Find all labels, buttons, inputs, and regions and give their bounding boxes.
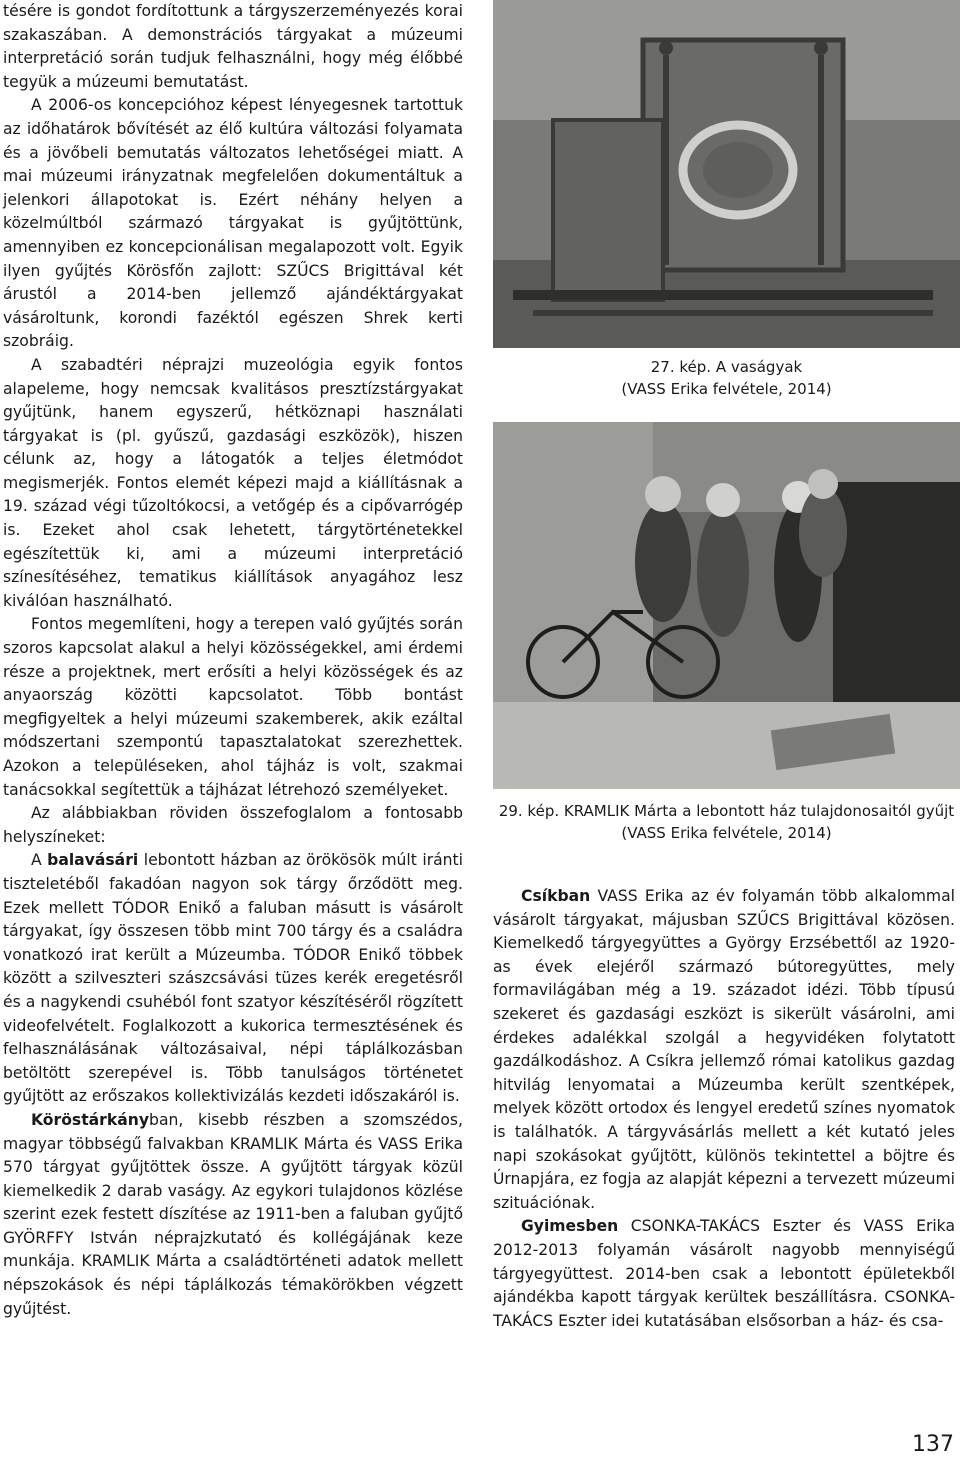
caption-credit: (VASS Erika felvétele, 2014) <box>621 824 832 842</box>
paragraph-text: CSONKA-TAKÁCS Eszter és VASS Erika 2012-2013 folyamán vásárolt nagyobb mennyiségű tárgyegyüttest. 2014-ben csak a lebontott épületekből ajándékba kapott tárgyak kerültek beszállításra. CSONKA-TAKÁCS Eszter idei kutatásában elsősorban a ház- és csa- <box>493 1217 955 1330</box>
paragraph: A 2006-os koncepcióhoz képest lényegesnek tartottuk az időhatárok bővítését az élő kultúra változási folyamata és a jövőbeli bemutatás változatos lehetőségei miatt. A mai múzeumi irányzatnak megfelelően dokumentáltuk a jelenkori állapotokat is. Ezért néhány helyen a közelmúltból származó tárgyakat is gyűjtöttünk, amennyiben ez koncepcionálisan megalapozott volt. Egyik ilyen gyűjtés Körösfőn zajlott: SZŰCS Brigittával két árustól a 2014-ben jellemző ajándéktárgyakat vásároltunk, korondi fazéktól egészen Shrek kerti szobráig. <box>3 96 463 351</box>
caption-title: 27. kép. A vaságyak <box>650 358 803 376</box>
place-name: Köröstárkány <box>31 1110 150 1129</box>
paragraph: Az alábbiakban röviden összefoglalom a fontosabb helyszíneket: <box>3 804 463 846</box>
right-column <box>493 885 955 1333</box>
figure-caption <box>493 356 960 400</box>
page-number: 137 <box>912 1432 954 1457</box>
photo-iron-beds <box>493 0 960 348</box>
paragraph: tésére is gondot fordítottunk a tárgyszerzeményezés korai szakaszában. A demonstrációs tárgyakat a múzeumi interpretáció során tudjuk felhasználni, hogy még élőbbé tegyük a múzeumi bemutatást. <box>3 2 463 91</box>
paragraph-text: A <box>31 851 48 870</box>
paragraph <box>493 1215 955 1333</box>
paragraph <box>493 885 955 1215</box>
caption-title: 29. kép. KRAMLIK Márta a lebontott ház tulajdonosaitól gyűjt <box>498 802 955 820</box>
caption-credit: (VASS Erika felvétele, 2014) <box>621 380 832 398</box>
paragraph: Fontos megemlíteni, hogy a terepen való gyűjtés során szoros kapcsolat alakul a helyi közösségekkel, ami érdemi része a projektnek, mert erősíti a helyi közösségek és az anyaország közötti kapcsolatot. Több bontást megfigyeltek a helyi múzeumi szakemberek, akik ezáltal módszertani szempontú tapasztalatokat szerezhettek. Azokon a településeken, ahol tájház is volt, szakmai tanácsokkal segítettük a tájházat létrehozó személyeket. <box>3 615 463 799</box>
paragraph-text: VASS Erika az év folyamán több alkalommal vásárolt tárgyakat, májusban SZŰCS Brigittával közösen. Kiemelkedő tárgyegyüttes a György Erzsébettől az 1920-as évek elejéről származó bútoregyüttes, mely formavilágában még a 19. századot idézi. Több típusú szekeret és gazdasági eszközt is sikerült vásárolni, ami érdekes adalékkal szolgál a hegyvidéken folytatott gazdálkodáshoz. A Csíkra jellemző római katolikus gazdag hitvilág lenyomatai a Múzeumba került szentképek, melyek között ortodox és lengyel eredetű színes nyomatok is találhatók. A tárgyvásárlás mellett a két kutató jeles napi szokásokat gyűjtött, különös tekintettel a böjtre és Úrnapjára, ez fogja az alapját képezni a tervezett múzeumi szituációnak. <box>493 887 955 1212</box>
paragraph-text: ban, kisebb részben a szomszédos, magyar többségű falvakban KRAMLIK Márta és VASS Erika 570 tárgyat gyűjtöttek össze. A gyűjtött tárgyak közül kiemelkedik 2 darab vaságy. Az egykori tulajdonos közlése szerint ezek festett díszítése az 1911-ben a faluban gyűjtő GYÖRFFY István néprajzkutató és kollégájának keze munkája. KRAMLIK Márta a családtörténeti adatok mellett népszokások és népi táplálkozás témakörökben végzett gyűjtést. <box>3 1110 463 1318</box>
left-column <box>3 0 463 1321</box>
paragraph <box>3 849 463 1109</box>
place-name: Gyimesben <box>521 1217 619 1236</box>
paragraph-text: lebontott házban az örökösök múlt iránti tiszteletéből fakadóan nagyon sok tárgy őrződött meg. Ezek mellett TÓDOR Enikő a faluban másutt is vásárolt tárgyakat, így összesen több mint 700 tárgy és a családra vonatkozó irat került a Múzeumba. TÓDOR Enikő többek között a szilveszteri szászcsávási tüzes kerék eregetésről és a nagykendi csuhéból font szatyor készítéséről rögzített videofelvételt. Foglalkozott a kukorica termesztésének és felhasználásának változásaival, népi táplálkozásban betöltött szerepével is. Több tanulságos történetet gyűjtött az erőszakos kollektivizálás kezdeti időszakáról is. <box>3 851 463 1106</box>
place-name: Csíkban <box>521 887 591 905</box>
paragraph <box>3 1109 463 1321</box>
paragraph: A szabadtéri néprajzi muzeológia egyik fontos alapeleme, hogy nemcsak kvalitásos presztízstárgyakat gyűjtünk, hanem egyszerű, hétköznapi használati tárgyakat is (pl. gyűszű, gazdasági eszközök), hiszen célunk az, hogy a látogatók a teljes életmódot megismerjék. Fontos elemét képezi majd a kiállításnak a 19. század végi tűzoltókocsi, a vetőgép és a cipővarrógép is. Ezeket ahol csak lehetett, tárgytörténetekkel egészítettük ki, ami a múzeumi interpretáció színesítéséhez, tematikus kiállítások anyagához lesz kiválóan használható. <box>3 355 463 610</box>
figure-caption <box>493 800 960 844</box>
place-name: balavásári <box>47 851 139 870</box>
photo-collecting-scene <box>493 422 960 789</box>
